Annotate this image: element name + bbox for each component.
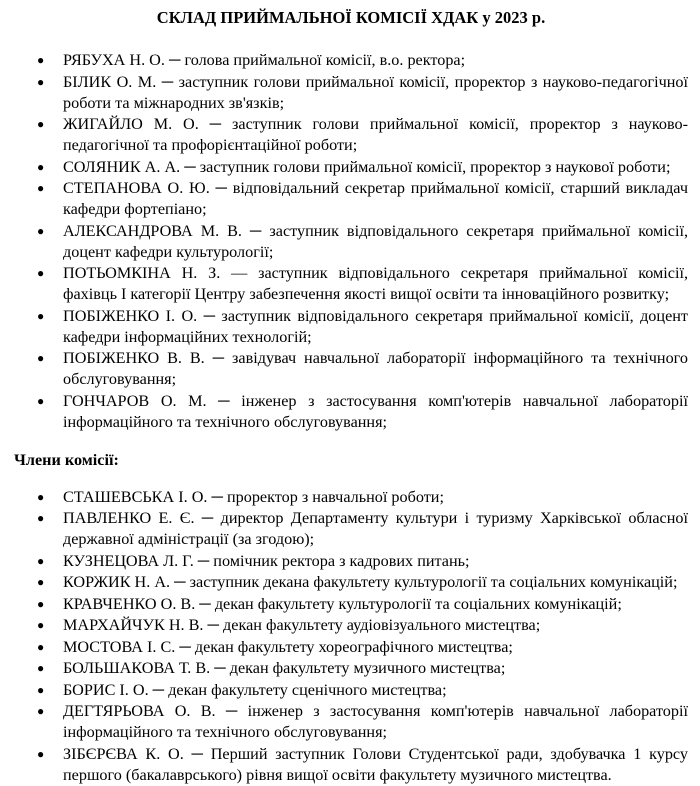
member-item <box>14 701 688 743</box>
bullet-icon: ● <box>37 639 45 654</box>
member-item-text: КОРЖИК Н. А. ─ заступник декана факультету культурології та соціальних комунікацій; <box>63 573 678 591</box>
member-item <box>14 637 688 658</box>
bullet-icon: ● <box>37 159 45 174</box>
leadership-item-text: СОЛЯНИК А. А. ─ заступник голови приймальної комісії, проректор з наукової роботи; <box>63 157 671 176</box>
leadership-item-text: СТЕПАНОВА О. Ю. ─ відповідальний секретар приймальної комісії, старший викладач кафедри фортепіано; <box>63 179 688 218</box>
leadership-item-text: ПОБІЖЕНКО В. В. ─ завідувач навчальної лабораторії інформаційного та технічного обслуговування; <box>63 349 688 388</box>
leadership-item <box>14 178 688 220</box>
bullet-icon: ● <box>37 351 45 365</box>
member-item <box>14 658 688 679</box>
member-item-text: ПАВЛЕНКО Е. Є. ─ директор Департаменту культури і туризму Харківської обласної державної адміністрації (за згодою); <box>63 509 688 548</box>
member-item <box>14 572 688 593</box>
leadership-item <box>14 306 688 348</box>
bullet-icon: ● <box>37 223 45 238</box>
member-item-text: МАРХАЙЧУК Н. В. ─ декан факультету аудіовізуального мистецтва; <box>63 616 541 634</box>
member-item-text: ЗІБЄРЄВА К. О. ─ Перший заступник Голови Студентської ради, здобувачка 1 курсу першого (бакалаврського) рівня вищої освіти факультету музичного мистецтва. <box>63 744 688 784</box>
bullet-icon: ● <box>37 308 45 323</box>
member-item-text: ДЕГТЯРЬОВА О. В. ─ інженер з застосування комп'ютерів навчальної лабораторії інформаційного та технічного обслуговування; <box>63 702 688 741</box>
member-item-text: БОРИС І. О. ─ декан факультету сценічного мистецтва; <box>63 680 447 699</box>
bullet-icon: ● <box>37 393 45 408</box>
leadership-item <box>14 263 688 305</box>
member-item-text: БОЛЬШАКОВА Т. В. ─ декан факультету музичного мистецтва; <box>63 659 506 677</box>
member-item-text: КУЗНЕЦОВА Л. Г. ─ помічник ректора з кадрових питань; <box>63 551 470 570</box>
leadership-item <box>14 157 688 178</box>
member-item <box>14 551 688 572</box>
leadership-item-text: ЖИГАЙЛО М. О. ─ заступник голови приймальної комісії, проректор з науково-педагогічної та профорієнтаційної роботи; <box>63 115 688 154</box>
member-item-text: СТАШЕВСЬКА І. О. ─ проректор з навчальної роботи; <box>63 487 444 506</box>
leadership-list <box>14 50 688 433</box>
member-item <box>14 594 688 615</box>
leadership-item-text: АЛЕКСАНДРОВА М. В. ─ заступник відповідального секретаря приймальної комісії, доцент кафедри культурології; <box>63 221 688 261</box>
bullet-icon: ● <box>37 704 45 718</box>
member-item <box>14 615 688 636</box>
leadership-item <box>14 50 688 71</box>
member-item <box>14 508 688 550</box>
leadership-item <box>14 391 688 433</box>
bullet-icon: ● <box>37 266 45 280</box>
bullet-icon: ● <box>37 575 45 589</box>
members-heading: Члени комісії: <box>14 450 119 469</box>
leadership-item <box>14 348 688 390</box>
leadership-item-text: ГОНЧАРОВ О. М. ─ інженер з застосування комп'ютерів навчальної лабораторії інформаційного та технічного обслуговування; <box>63 391 688 431</box>
bullet-icon: ● <box>37 117 45 131</box>
member-item <box>14 487 688 508</box>
bullet-icon: ● <box>37 489 45 504</box>
bullet-icon: ● <box>37 511 45 525</box>
bullet-icon: ● <box>37 181 45 195</box>
bullet-icon: ● <box>37 74 45 89</box>
bullet-icon: ● <box>37 661 45 675</box>
bullet-icon: ● <box>37 53 45 67</box>
leadership-item <box>14 72 688 114</box>
bullet-icon: ● <box>37 553 45 568</box>
members-list <box>14 487 688 786</box>
leadership-item-text: ПОТЬОМКІНА Н. З. — заступник відповідального секретаря приймальної комісії, фахівць І категорії Центру забезпечення якості вищої освіти та інноваційного розвитку; <box>63 264 688 303</box>
leadership-item <box>14 114 688 156</box>
bullet-icon: ● <box>37 596 45 611</box>
document-title: СКЛАД ПРИЙМАЛЬНОЇ КОМІСІЇ ХДАК у 2023 р. <box>156 8 546 27</box>
member-item-text: КРАВЧЕНКО О. В. ─ декан факультету культурології та соціальних комунікацій; <box>63 594 622 613</box>
leadership-item <box>14 221 688 263</box>
bullet-icon: ● <box>37 746 45 761</box>
member-item <box>14 744 688 786</box>
bullet-icon: ● <box>37 618 45 632</box>
member-item <box>14 680 688 701</box>
leadership-item-text: ПОБІЖЕНКО І. О. ─ заступник відповідального секретаря приймальної комісії, доцент кафедри інформаційних технологій; <box>63 306 688 346</box>
leadership-item-text: БІЛИК О. М. ─ заступник голови приймальної комісії, проректор з науково-педагогічної роботи та міжнародних зв'язків; <box>63 72 688 112</box>
leadership-item-text: РЯБУХА Н. О. ─ голова приймальної комісії, в.о. ректора; <box>63 51 466 69</box>
member-item-text: МОСТОВА І. С. ─ декан факультету хореографічного мистецтва; <box>63 637 513 656</box>
bullet-icon: ● <box>37 682 45 697</box>
